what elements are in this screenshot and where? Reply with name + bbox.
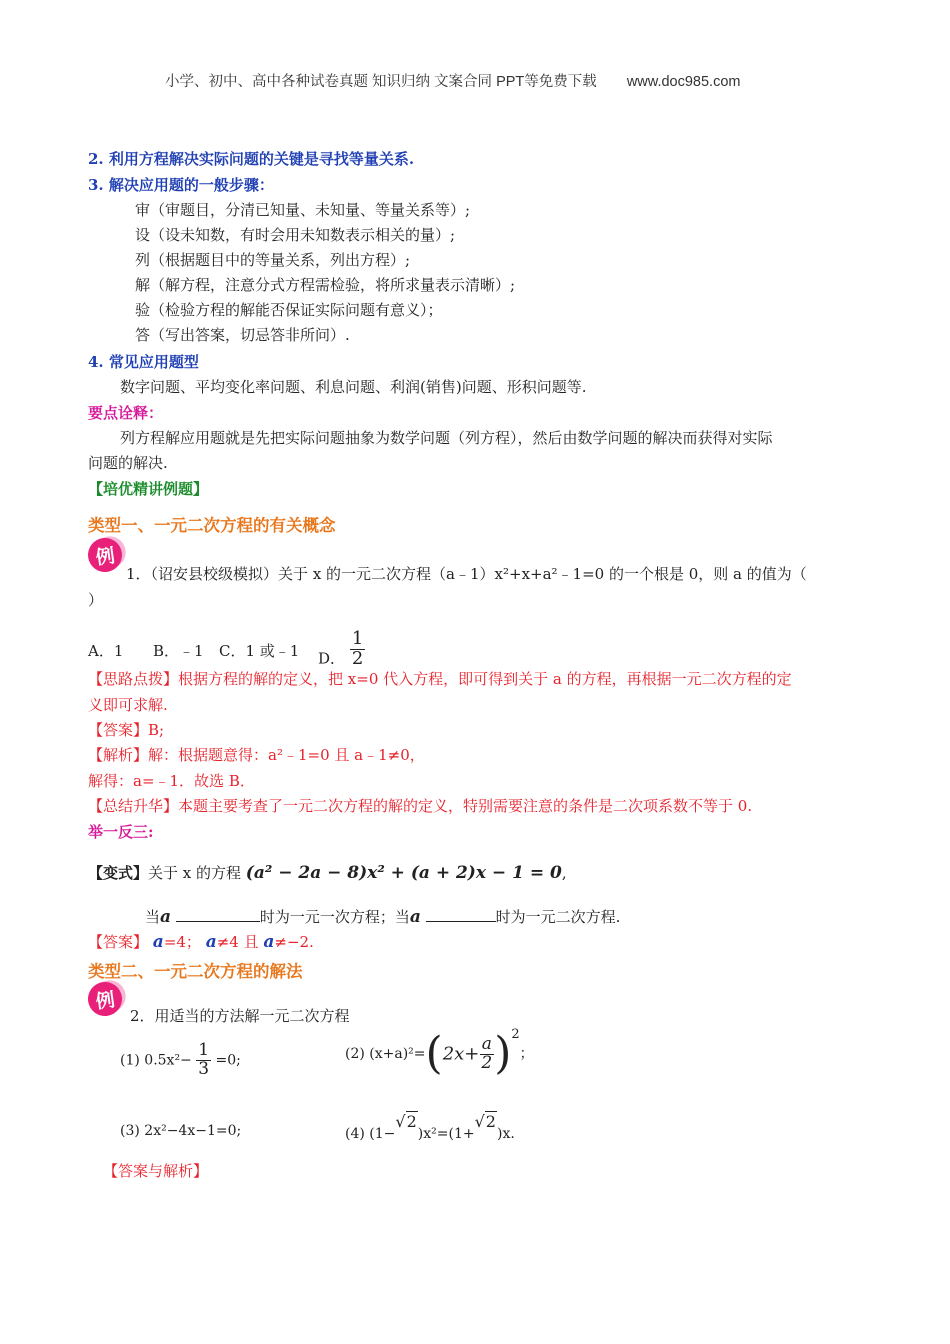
question-2: 2．用适当的方法解一元二次方程 <box>130 1007 350 1025</box>
step-lie: 列（根据题目中的等量关系，列出方程）; <box>135 251 411 269</box>
examples-heading: 【培优精讲例题】 <box>88 480 209 498</box>
example-badge-icon: 例 <box>86 536 124 574</box>
variant-label: 【变式】 <box>88 864 149 882</box>
problem-2-fraction: $\frac{a}{2}$ <box>481 1033 493 1073</box>
variant-question: 【变式】关于 x 的方程 (a² − 2a − 8)x² + (a + 2)x − 1 = 0, <box>88 863 567 883</box>
step-she: 设（设未知数，有时会用未知数表示相关的量）; <box>135 226 456 244</box>
blank-1[interactable] <box>176 907 260 922</box>
solve-1: 解得：a=﹣1．故选 B． <box>88 772 255 790</box>
hint-line1: 【思路点拨】根据方程的解的定义，把 x=0 代入方程，即可得到关于 a 的方程，再根据一元二次方程的定 <box>88 670 792 688</box>
section-4-text: 数字问题、平均变化率问题、利息问题、利润(销售)问题、形积问题等. <box>120 378 587 396</box>
hint-label: 【思路点拨】 <box>88 670 179 688</box>
section-4-title: 4. 常见应用题型 <box>88 353 199 371</box>
answer-analysis-heading: 【答案与解析】 <box>103 1162 209 1180</box>
step-shen: 审（审题目，分清已知量、未知量、等量关系等）; <box>135 201 471 219</box>
option-d-label: D． <box>318 649 346 668</box>
blank-2[interactable] <box>426 907 496 922</box>
step-da: 答（写出答案，切忌答非所问）. <box>135 326 350 344</box>
sqrt-symbol-2: √2 <box>474 1112 496 1131</box>
type2-heading: 类型二、一元二次方程的解法 <box>88 962 303 981</box>
type1-heading: 类型一、一元二次方程的有关概念 <box>88 516 336 535</box>
analysis-label: 【解析】 <box>88 746 149 764</box>
problem-2: (2) (x+a)²=(2x+ $\frac{a}{2}$ )$^2$； <box>345 1027 534 1079</box>
option-a: A．1 <box>88 642 124 660</box>
option-d-fraction: $\frac{1}{2}$ <box>351 628 364 669</box>
problem-4: (4) (1−√2)x²=(1+√2)x. <box>345 1112 515 1142</box>
section-3-title: 3. 解决应用题的一般步骤： <box>88 176 274 194</box>
summary-label: 【总结升华】 <box>88 797 179 815</box>
answer-1: 【答案】B; <box>88 721 165 739</box>
example-badge-icon-2: 例 <box>86 980 124 1018</box>
hint-line2: 义即可求解. <box>88 696 168 714</box>
step-yan: 验（检验方程的解能否保证实际问题有意义）； <box>135 301 443 319</box>
problem-1-fraction: $\frac{1}{3}$ <box>198 1040 210 1079</box>
variant-blanks: 当a 时为一元一次方程；当a 时为一元二次方程. <box>145 907 621 927</box>
variant-answer-label: 【答案】 <box>88 933 149 951</box>
step-jie: 解（解方程，注意分式方程需检验，将所求量表示清晰）; <box>135 276 516 294</box>
question-1-line2: ） <box>88 591 104 609</box>
problem-1: (1) 0.5x²− $\frac{1}{3}$ =0; <box>120 1040 241 1079</box>
analysis-1: 【解析】解：根据题意得：a²﹣1=0 且 a﹣1≠0， <box>88 746 425 764</box>
variant-answer: 【答案】 a=4； a≠4 且 a≠−2. <box>88 932 314 952</box>
sqrt-symbol-1: √2 <box>395 1112 417 1131</box>
option-b: B．﹣1 <box>153 642 204 660</box>
header-text: 小学、初中、高中各种试卷真题 知识归纳 文案合同 PPT等免费下载 <box>165 74 597 90</box>
variant-equation: (a² − 2a − 8)x² + (a + 2)x − 1 = 0 <box>245 863 562 883</box>
summary-1: 【总结升华】本题主要考查了一元二次方程的解的定义，特别需要注意的条件是二次项系数不等于 0. <box>88 797 753 815</box>
keypoint-line1: 列方程解应用题就是先把实际问题抽象为数学问题（列方程），然后由数学问题的解决而获得对实际 <box>120 429 773 447</box>
keypoint-line2: 问题的解决. <box>88 454 168 472</box>
option-c: C．1 或﹣1 <box>219 642 300 660</box>
keypoint-title: 要点诠释： <box>88 404 164 422</box>
section-2: 2. 利用方程解决实际问题的关键是寻找等量关系. <box>88 150 415 168</box>
answer-label: 【答案】 <box>88 721 149 739</box>
page-header <box>165 70 740 91</box>
question-1-line1: 1．（诏安县校级模拟）关于 x 的一元二次方程（a﹣1）x²+x+a²﹣1=0 的一个根是 0，则 a 的值为（ <box>126 565 807 583</box>
header-url[interactable]: www.doc985.com <box>626 74 741 90</box>
variant-title: 举一反三: <box>88 823 154 841</box>
problem-3: (3) 2x²−4x−1=0; <box>120 1123 242 1139</box>
